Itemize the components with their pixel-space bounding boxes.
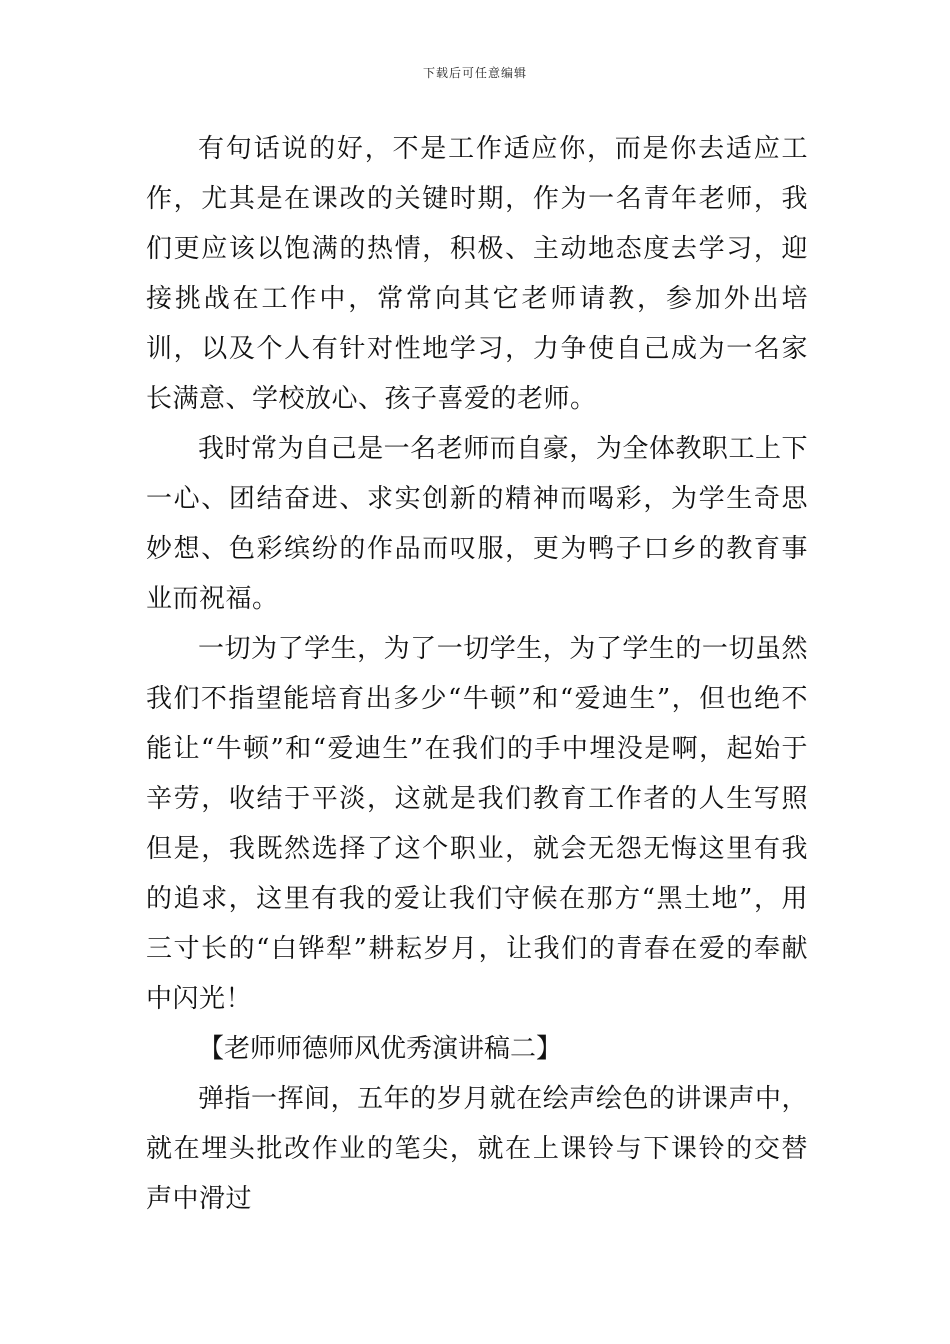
section-heading: 【老师师德师风优秀演讲稿二】 (198, 1034, 563, 1064)
paragraph-2: 我时常为自己是一名老师而自豪，为全体教职工上下一心、团结奋进、求实创新的精神而喝彩，为学生奇思妙想、色彩缤纷的作品而叹服，更为鸭子口乡的教育事业而祝福。 (146, 434, 808, 614)
document-body (146, 124, 808, 1224)
paragraph-4: 弹指一挥间，五年的岁月就在绘声绘色的讲课声中，就在埋头批改作业的笔尖，就在上课铃与下课铃的交替声中滑过 (146, 1084, 808, 1214)
paragraph-1: 有句话说的好，不是工作适应你，而是你去适应工作，尤其是在课改的关键时期，作为一名青年老师，我们更应该以饱满的热情，积极、主动地态度去学习，迎接挑战在工作中，常常向其它老师请教，参加外出培训，以及个人有针对性地学习，力争使自己成为一名家长满意、学校放心、孩子喜爱的老师。 (146, 134, 808, 414)
header-note: 下载后可任意编辑 (422, 66, 527, 80)
paragraph-3: 一切为了学生，为了一切学生，为了学生的一切虽然我们不指望能培育出多少“牛顿”和“爱迪生”，但也绝不能让“牛顿”和“爱迪生”在我们的手中埋没是啊，起始于辛劳，收结于平淡，这就是我们教育工作者的人生写照但是，我既然选择了这个职业，就会无怨无悔这里有我的追求，这里有我的爱让我们守候在那方“黑土地”，用三寸长的“白铧犁”耕耘岁月，让我们的青春在爱的奉献中闪光！ (146, 634, 808, 1014)
